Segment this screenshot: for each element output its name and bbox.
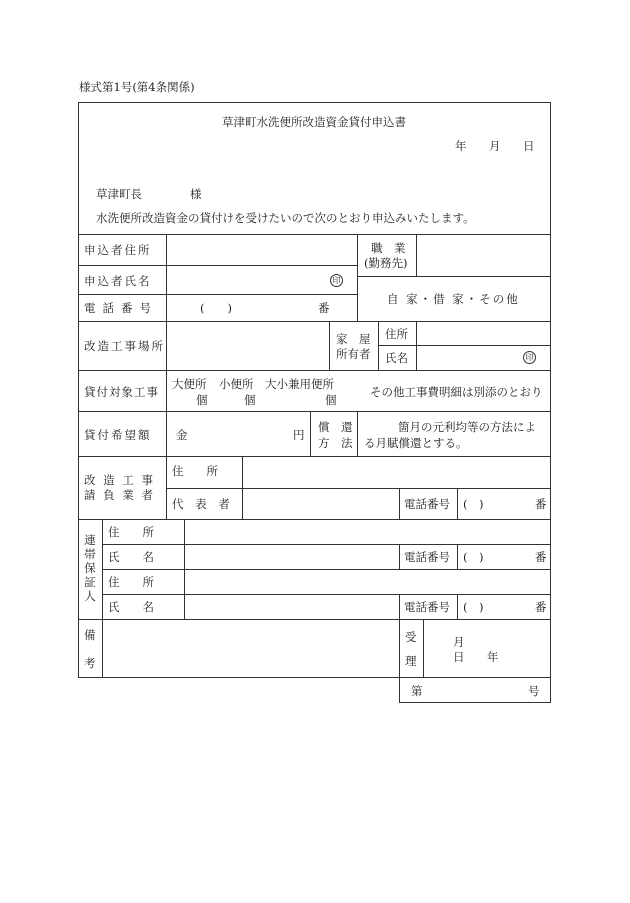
- workplace-label: (勤務先): [364, 256, 408, 270]
- guarantor-1-name-label: 氏 名: [108, 550, 154, 564]
- site-label: 改造工事場所: [84, 339, 165, 353]
- work-type-2: 小便所: [219, 377, 254, 391]
- work-unit-1: 個: [196, 393, 208, 407]
- contractor-phone-paren: ( ): [463, 497, 484, 511]
- addressee: 草津町長: [96, 187, 142, 201]
- phone-paren: ( ): [200, 301, 232, 315]
- guarantor-2-phone-paren: ( ): [463, 600, 484, 614]
- contractor-phone-ban: 番: [535, 497, 547, 511]
- date-day: 日: [523, 139, 535, 153]
- contractor-label-1: 改 造 工 事: [84, 473, 155, 487]
- guarantor-1-phone-paren: ( ): [463, 550, 484, 564]
- contractor-phone-label: 電話番号: [404, 497, 450, 511]
- applicant-name-label: 申込者氏名: [84, 274, 152, 288]
- remarks-label-1: 備: [84, 628, 96, 642]
- loan-label: 貸付希望額: [84, 428, 152, 442]
- loan-kin: 金: [176, 428, 188, 442]
- intro-text: 水洗便所改造資金の貸付けを受けたいので次のとおり申込みいたします。: [96, 211, 475, 225]
- guarantor-2-address-label: 住 所: [108, 575, 154, 589]
- work-type-3: 大小兼用便所: [265, 377, 334, 391]
- owner-label-1: 家 屋: [336, 332, 371, 346]
- receipt-day: 日: [453, 650, 465, 664]
- form-number-label: 様式第1号(第4条関係): [79, 80, 195, 94]
- contractor-rep-label: 代 表 者: [172, 497, 234, 511]
- guarantor-1-phone-label: 電話番号: [404, 550, 450, 564]
- date-month: 月: [489, 139, 501, 153]
- contractor-address-label: 住 所: [172, 464, 218, 478]
- applicant-address-label: 申込者住所: [84, 243, 152, 257]
- owner-seal-icon: 印: [523, 351, 536, 364]
- work-unit-3: 個: [325, 393, 337, 407]
- work-type-1: 大便所: [172, 377, 207, 391]
- guarantor-1-address-label: 住 所: [108, 525, 154, 539]
- receipt-month: 月: [453, 635, 465, 649]
- date-year: 年: [455, 139, 467, 153]
- owner-address-label: 住所: [385, 327, 408, 341]
- receipt-year: 年: [487, 650, 499, 664]
- receipt-number-dai: 第: [411, 684, 423, 698]
- guarantor-label: 連帯保証人: [84, 533, 96, 603]
- owner-label-2: 所有者: [336, 347, 371, 361]
- guarantor-1-phone-ban: 番: [535, 550, 547, 564]
- phone-ban: 番: [318, 301, 330, 315]
- work-note: その他工事費明細は別添のとおり: [370, 385, 543, 399]
- guarantor-2-name-label: 氏 名: [108, 600, 154, 614]
- applicant-seal-icon: 印: [330, 274, 343, 287]
- receipt-number-go: 号: [528, 684, 540, 698]
- work-unit-2: 個: [244, 393, 256, 407]
- contractor-label-2: 請 負 業 者: [84, 488, 155, 502]
- guarantor-2-phone-ban: 番: [535, 600, 547, 614]
- receipt-label-1: 受: [405, 630, 417, 644]
- occupation-label: 職 業: [371, 241, 406, 255]
- addressee-honorific: 様: [190, 187, 202, 201]
- repay-label-2: 方 法: [318, 436, 353, 450]
- guarantor-2-phone-label: 電話番号: [404, 600, 450, 614]
- repay-label-1: 償 還: [318, 420, 353, 434]
- loan-yen: 円: [293, 428, 305, 442]
- repay-text-1: 箇月の元利均等の方法によ: [398, 420, 536, 434]
- remarks-label-2: 考: [84, 656, 96, 670]
- receipt-label-2: 理: [405, 654, 417, 668]
- work-label: 貸付対象工事: [84, 385, 159, 399]
- owner-name-label: 氏名: [385, 351, 408, 365]
- phone-label: 電話番号: [84, 301, 158, 315]
- form-title: 草津町水洗便所改造資金貸付申込書: [222, 115, 406, 129]
- housing-options: 自 家・借 家・その他: [387, 292, 520, 306]
- repay-text-2: る月賦償還とする。: [364, 436, 468, 450]
